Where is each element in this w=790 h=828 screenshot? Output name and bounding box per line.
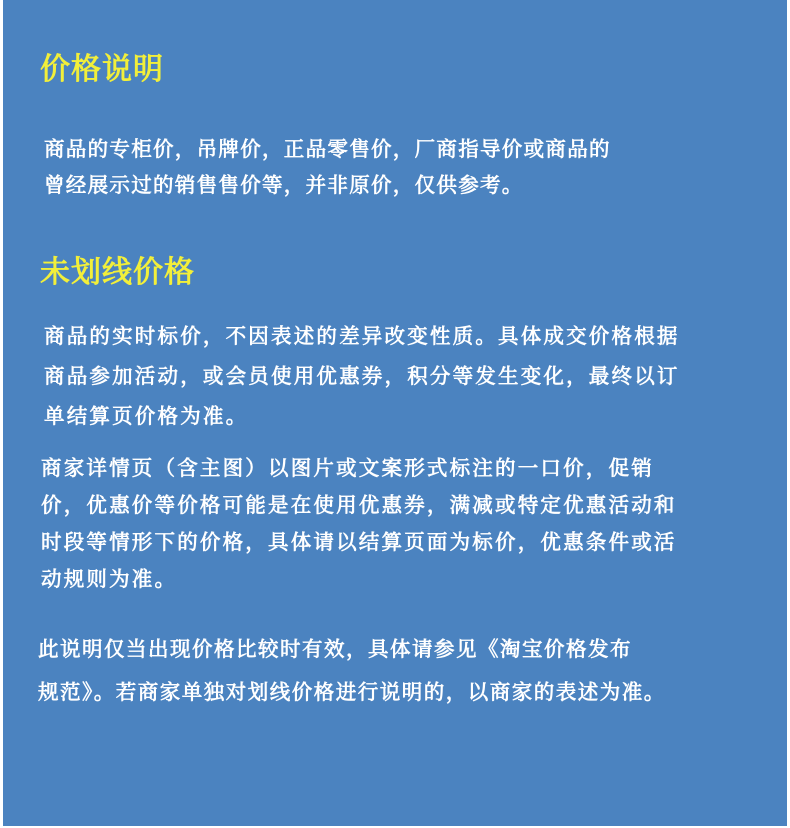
paragraph-line: 动规则为准。 <box>41 567 178 591</box>
paragraph-line: 规范》。若商家单独对划线价格进行说明的，以商家的表述为准。 <box>38 680 666 704</box>
paragraph-line: 商家详情页（含主图）以图片或文案形式标注的一口价，促销 <box>41 456 654 480</box>
price-note-heading: 价格说明 <box>40 52 164 87</box>
paragraph-line: 单结算页价格为准。 <box>44 404 249 428</box>
paragraph-line: 此说明仅当出现价格比较时有效，具体请参见《淘宝价格发布 <box>38 637 632 661</box>
price-note-line: 商品的专柜价，吊牌价，正品零售价，厂商指导价或商品的 <box>44 137 611 161</box>
disclaimer-paragraph <box>38 628 666 714</box>
price-info-panel <box>3 0 787 826</box>
merchant-price-paragraph <box>41 450 677 598</box>
paragraph-line: 商品参加活动，或会员使用优惠券，积分等发生变化，最终以订 <box>44 364 680 388</box>
paragraph-line: 时段等情形下的价格，具体请以结算页面为标价，优惠条件或活 <box>41 530 677 554</box>
paragraph-line: 价，优惠价等价格可能是在使用优惠券，满减或特定优惠活动和 <box>41 493 677 517</box>
strikethrough-price-heading: 未划线价格 <box>40 255 195 290</box>
price-note-paragraph <box>44 131 611 203</box>
price-note-line: 曾经展示过的销售售价等，并非原价，仅供参考。 <box>44 173 524 197</box>
paragraph-line: 商品的实时标价，不因表述的差异改变性质。具体成交价格根据 <box>44 324 680 348</box>
realtime-price-paragraph <box>44 316 680 436</box>
